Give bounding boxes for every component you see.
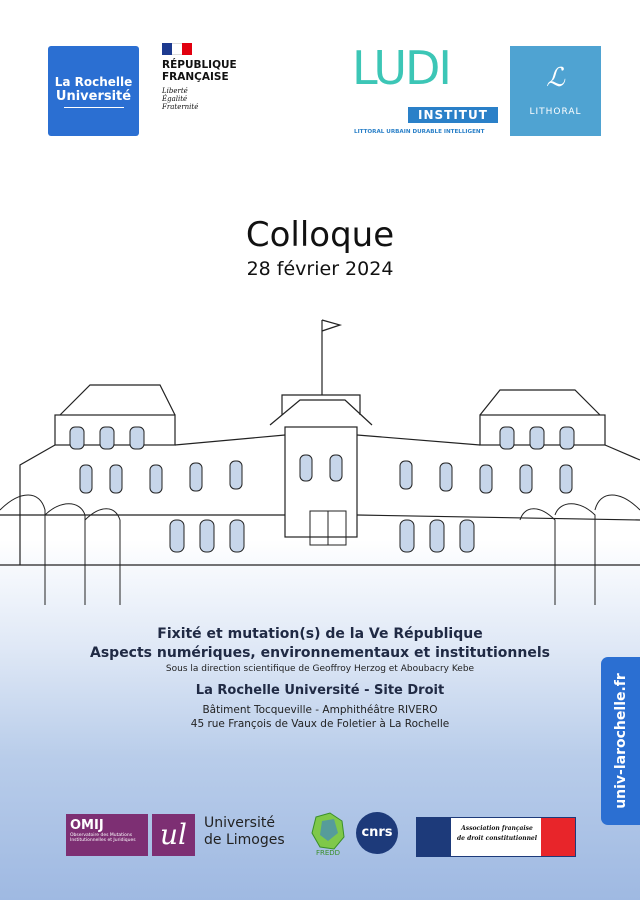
republique-title <box>162 59 262 83</box>
logo-text-line1: La Rochelle <box>54 74 133 89</box>
afdc-text <box>455 824 539 844</box>
motto-3: Fraternité <box>162 103 199 111</box>
venue-site: La Rochelle Université - Site Droit <box>195 683 445 698</box>
motto-1: Liberté <box>162 87 188 95</box>
lithoral-symbol-icon: ℒ <box>546 63 565 93</box>
french-flag-icon <box>162 43 192 55</box>
palace-sketch-illustration <box>0 315 640 625</box>
ludi-tagline: LITTORAL URBAIN DURABLE INTELLIGENT <box>354 129 485 135</box>
website-url[interactable]: univ-larochelle.fr <box>612 673 629 809</box>
afdc-line2: de droit constitutionnel <box>456 835 538 842</box>
universite-limoges-name <box>204 815 285 849</box>
omij-full-name: Observatoire des Mutations Institutionnelles et Juridiques <box>70 833 136 843</box>
afdc-logo <box>416 817 576 857</box>
ludi-institut-logo <box>352 41 497 135</box>
afdc-blue-band <box>417 818 451 856</box>
venue-address <box>0 703 640 731</box>
event-type-heading: Colloque <box>245 215 395 255</box>
la-rochelle-universite-logo <box>48 46 139 136</box>
scientific-direction: Sous la direction scientifique de Geoffroy Herzog et Aboubacry Kebe <box>165 664 475 674</box>
fredd-label: FREDD <box>315 849 341 857</box>
logo-text-line2: Université <box>55 88 132 104</box>
address-line1: Bâtiment Tocqueville - Amphithéâtre RIVERO <box>202 704 438 716</box>
event-date: 28 février 2024 <box>246 258 394 280</box>
republique-line1: RÉPUBLIQUE <box>162 59 237 71</box>
limoges-line1: Université <box>204 815 275 831</box>
republique-motto <box>162 87 262 111</box>
republique-line2: FRANÇAISE <box>162 71 229 83</box>
fredd-logo <box>308 811 348 857</box>
address-line2: 45 rue François de Vaux de Foletier à La Rochelle <box>190 718 450 730</box>
ludi-word: LUDI <box>352 41 450 95</box>
event-title-line1: Fixité et mutation(s) de la Ve République <box>157 626 483 642</box>
ludi-badge: INSTITUT <box>408 107 498 123</box>
logo-underline <box>64 107 124 108</box>
event-title <box>0 625 640 663</box>
motto-2: Égalité <box>162 95 188 103</box>
limoges-line2: de Limoges <box>204 832 285 848</box>
omij-short: OMIJ <box>70 818 104 833</box>
omij-logo <box>66 814 148 856</box>
republique-francaise-logo <box>162 43 262 123</box>
afdc-red-band <box>541 818 575 856</box>
cnrs-logo: cnrs <box>356 812 398 854</box>
lithoral-name: LITHORAL <box>529 107 582 117</box>
lithoral-logo <box>510 46 601 136</box>
event-title-line2: Aspects numériques, environnementaux et institutionnels <box>90 645 550 661</box>
universite-limoges-logo-icon: ul <box>152 814 195 856</box>
website-side-tab[interactable] <box>601 657 640 825</box>
afdc-line1: Association française <box>461 825 533 832</box>
